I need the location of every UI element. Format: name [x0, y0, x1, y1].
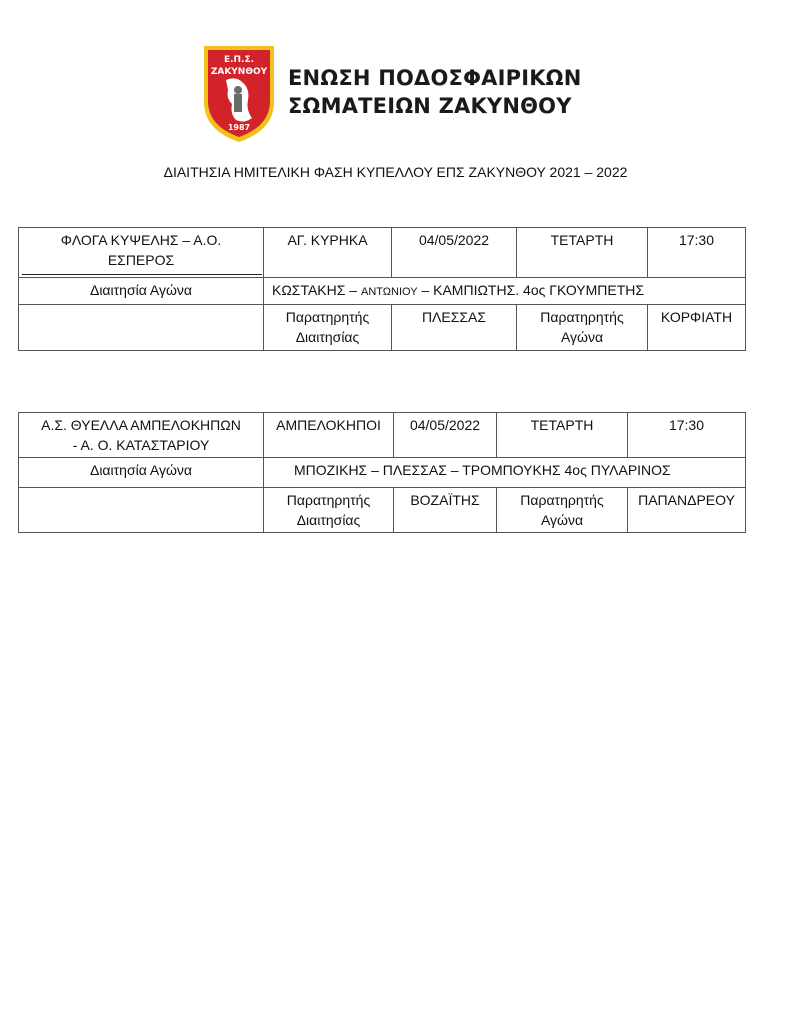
observer-match-label-1: Παρατηρητής [540, 309, 624, 325]
observer-match-name: ΠΑΠΑΝΔΡΕΟΥ [628, 488, 746, 533]
page-header [200, 44, 620, 144]
observer-match-label-1: Παρατηρητής [520, 492, 604, 508]
day-cell: ΤΕΤΑΡΤΗ [517, 228, 648, 278]
observer-match-label [517, 305, 648, 351]
org-name-line-1: ΕΝΩΣΗ ΠΟΔΟΣΦΑΙΡΙΚΩΝ [288, 66, 582, 90]
empty-cell [19, 488, 264, 533]
logo-abbr: Ε.Π.Σ. [223, 55, 255, 65]
observer-referee-label-2: Διαιτησίας [296, 512, 361, 528]
match-line-1: ΦΛΟΓΑ ΚΥΨΕΛΗΣ – Α.Ο. [60, 232, 222, 248]
referees-cell: ΜΠΟΖΙΚΗΣ – ΠΛΕΣΣΑΣ – ΤΡΟΜΠΟΥΚΗΣ 4ος ΠΥΛΑΡΙΝΟΣ [264, 458, 746, 488]
document-title: ΔΙΑΙΤΗΣΙΑ ΗΜΙΤΕΛΙΚΗ ΦΑΣΗ ΚΥΠΕΛΛΟΥ ΕΠΣ ΖΑΚΥΝΘΟΥ 2021 – 2022 [163, 164, 628, 180]
time-cell: 17:30 [648, 228, 746, 278]
match-line-2: - Α. Ο. ΚΑΤΑΣΤΑΡΙΟΥ [72, 437, 210, 453]
day-cell: ΤΕΤΑΡΤΗ [497, 413, 628, 458]
observer-match-label [497, 488, 628, 533]
federation-logo-icon [200, 44, 278, 144]
underline-divider [22, 274, 262, 275]
referees-part-1: ΚΩΣΤΑΚΗΣ – [272, 282, 361, 298]
observer-match-label-2: Αγώνα [540, 512, 584, 528]
venue-cell: ΑΜΠΕΛΟΚΗΠΟΙ [264, 413, 394, 458]
org-name-line-2: ΣΩΜΑΤΕΙΩΝ ΖΑΚΥΝΘΟΥ [288, 94, 572, 118]
observer-match-name: ΚΟΡΦΙΑΤΗ [648, 305, 746, 351]
referees-cell [264, 278, 746, 305]
venue-cell: ΑΓ. ΚΥΡΗΚΑ [264, 228, 392, 278]
observer-referee-name: ΠΛΕΣΣΑΣ [392, 305, 517, 351]
observer-referee-label [264, 488, 394, 533]
observer-referee-label [264, 305, 392, 351]
logo-name: ΖΑΚΥΝΘΟΥ [210, 67, 268, 77]
time-cell: 17:30 [628, 413, 746, 458]
referees-label: Διαιτησία Αγώνα [19, 278, 264, 305]
referees-part-2: ΑΝΤΩΝΙΟΥ [360, 286, 418, 298]
match-cell [19, 228, 264, 278]
date-cell: 04/05/2022 [392, 228, 517, 278]
empty-cell [19, 305, 264, 351]
logo-year: 1987 [227, 123, 251, 132]
organization-name [288, 64, 582, 120]
referees-label: Διαιτησία Αγώνα [19, 458, 264, 488]
observer-referee-label-1: Παρατηρητής [285, 309, 370, 325]
date-cell: 04/05/2022 [394, 413, 497, 458]
observer-referee-label-1: Παρατηρητής [286, 492, 371, 508]
observer-referee-label-2: Διαιτησίας [295, 329, 360, 345]
fixture-table-1 [18, 227, 746, 351]
match-cell [19, 413, 264, 458]
observer-referee-name: ΒΟΖΑΪΤΗΣ [394, 488, 497, 533]
fixture-table-2 [18, 412, 746, 533]
match-line-1: Α.Σ. ΘΥΕΛΛΑ ΑΜΠΕΛΟΚΗΠΩΝ [41, 417, 241, 433]
observer-match-label-2: Αγώνα [560, 329, 604, 345]
referees-part-3: – ΚΑΜΠΙΩΤΗΣ. 4ος ΓΚΟΥΜΠΕΤΗΣ [417, 282, 645, 298]
match-line-2: ΕΣΠΕΡΟΣ [107, 252, 175, 268]
